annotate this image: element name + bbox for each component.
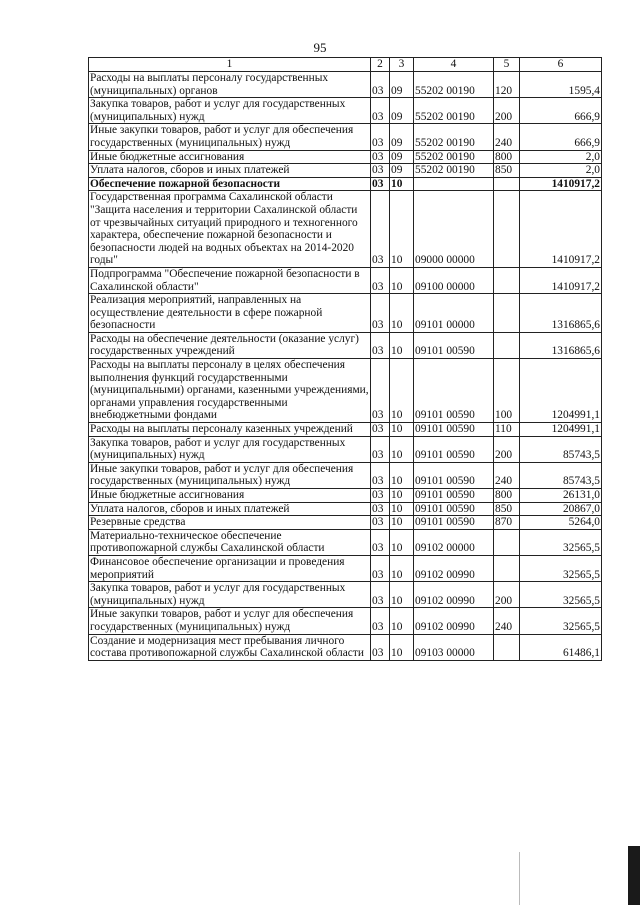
- row-amount-cell: 2,0: [520, 164, 602, 178]
- table-row: [89, 164, 602, 178]
- table-row: [89, 489, 602, 503]
- row-subsection-cell: 10: [390, 489, 414, 503]
- row-target-article-cell: 09101 00590: [414, 502, 494, 516]
- row-expense-type-cell: [494, 555, 520, 581]
- row-subsection-cell: 10: [390, 502, 414, 516]
- row-subsection-cell: 10: [390, 516, 414, 530]
- row-subsection-cell: 09: [390, 124, 414, 150]
- row-section-cell: 03: [371, 462, 390, 488]
- row-amount-cell: 32565,5: [520, 555, 602, 581]
- row-target-article-cell: 09101 00590: [414, 436, 494, 462]
- header-col-4: 4: [414, 58, 494, 72]
- row-subsection-cell: 10: [390, 359, 414, 423]
- row-target-article-cell: 55202 00190: [414, 72, 494, 98]
- row-name-cell: Расходы на обеспечение деятельности (оказание услуг) государственных учреждений: [89, 332, 371, 358]
- row-section-cell: 03: [371, 72, 390, 98]
- row-target-article-cell: 09101 00590: [414, 516, 494, 530]
- row-name-cell: Закупка товаров, работ и услуг для государственных (муниципальных) нужд: [89, 582, 371, 608]
- row-section-cell: 03: [371, 608, 390, 634]
- row-subsection-cell: 10: [390, 191, 414, 268]
- header-col-5: 5: [494, 58, 520, 72]
- row-section-cell: 03: [371, 177, 390, 191]
- row-amount-cell: 32565,5: [520, 529, 602, 555]
- row-name-cell: Материально-техническое обеспечение противопожарной службы Сахалинской области: [89, 529, 371, 555]
- row-target-article-cell: 09103 00000: [414, 634, 494, 660]
- row-name-cell: Подпрограмма "Обеспечение пожарной безопасности в Сахалинской области": [89, 267, 371, 293]
- row-subsection-cell: 10: [390, 436, 414, 462]
- table-row: [89, 516, 602, 530]
- table-row: [89, 150, 602, 164]
- row-amount-cell: 666,9: [520, 124, 602, 150]
- row-subsection-cell: 10: [390, 294, 414, 333]
- row-subsection-cell: 10: [390, 582, 414, 608]
- table-row: [89, 332, 602, 358]
- row-target-article-cell: 55202 00190: [414, 164, 494, 178]
- row-subsection-cell: 10: [390, 177, 414, 191]
- row-section-cell: 03: [371, 502, 390, 516]
- header-col-1: 1: [89, 58, 371, 72]
- row-expense-type-cell: 120: [494, 72, 520, 98]
- row-amount-cell: 26131,0: [520, 489, 602, 503]
- row-target-article-cell: 09101 00000: [414, 294, 494, 333]
- row-expense-type-cell: 200: [494, 582, 520, 608]
- row-section-cell: 03: [371, 436, 390, 462]
- row-name-cell: Реализация мероприятий, направленных на осуществление деятельности в сфере пожарной безопасности: [89, 294, 371, 333]
- row-amount-cell: 666,9: [520, 98, 602, 124]
- row-expense-type-cell: 850: [494, 502, 520, 516]
- row-amount-cell: 1410917,2: [520, 191, 602, 268]
- row-subsection-cell: 10: [390, 423, 414, 437]
- row-name-cell: Закупка товаров, работ и услуг для государственных (муниципальных) нужд: [89, 98, 371, 124]
- row-target-article-cell: 09102 00990: [414, 582, 494, 608]
- row-amount-cell: 1410917,2: [520, 267, 602, 293]
- row-amount-cell: 5264,0: [520, 516, 602, 530]
- row-name-cell: Иные закупки товаров, работ и услуг для обеспечения государственных (муниципальных) нужд: [89, 462, 371, 488]
- row-expense-type-cell: 200: [494, 436, 520, 462]
- row-subsection-cell: 10: [390, 267, 414, 293]
- row-target-article-cell: 09101 00590: [414, 462, 494, 488]
- row-expense-type-cell: 870: [494, 516, 520, 530]
- table-row: [89, 267, 602, 293]
- header-col-6: 6: [520, 58, 602, 72]
- row-section-cell: 03: [371, 98, 390, 124]
- row-amount-cell: 32565,5: [520, 608, 602, 634]
- row-section-cell: 03: [371, 267, 390, 293]
- row-section-cell: 03: [371, 489, 390, 503]
- row-name-cell: Уплата налогов, сборов и иных платежей: [89, 502, 371, 516]
- table-header-row: [89, 58, 602, 72]
- row-subsection-cell: 09: [390, 164, 414, 178]
- row-target-article-cell: 09101 00590: [414, 489, 494, 503]
- row-expense-type-cell: [494, 634, 520, 660]
- row-target-article-cell: 55202 00190: [414, 98, 494, 124]
- table-row: [89, 634, 602, 660]
- table-row: [89, 72, 602, 98]
- row-amount-cell: 1410917,2: [520, 177, 602, 191]
- table-row: [89, 177, 602, 191]
- row-section-cell: 03: [371, 529, 390, 555]
- row-expense-type-cell: 800: [494, 150, 520, 164]
- row-section-cell: 03: [371, 191, 390, 268]
- table-row: [89, 423, 602, 437]
- row-section-cell: 03: [371, 150, 390, 164]
- table-row: [89, 124, 602, 150]
- row-expense-type-cell: 110: [494, 423, 520, 437]
- row-name-cell: Государственная программа Сахалинской области "Защита населения и территории Сахалинской области от чрезвычайных ситуаций природного и техногенного характера, обеспечение пожарной безопасности и безопасности людей на водных объектах на 2014-2020 годы": [89, 191, 371, 268]
- table-row: [89, 502, 602, 516]
- page-number: 95: [313, 40, 327, 55]
- row-subsection-cell: 10: [390, 462, 414, 488]
- row-section-cell: 03: [371, 516, 390, 530]
- row-section-cell: 03: [371, 294, 390, 333]
- row-name-cell: Расходы на выплаты персоналу в целях обеспечения выполнения функций государственными (муниципальными) органами, казенными учреждениями, органами управления государственными внебюджетными фондами: [90, 359, 369, 422]
- row-name-cell: Создание и модернизация мест пребывания личного состава противопожарной службы Сахалинской области: [89, 634, 371, 660]
- row-amount-cell: 20867,0: [520, 502, 602, 516]
- row-name-cell: Закупка товаров, работ и услуг для государственных (муниципальных) нужд: [89, 436, 371, 462]
- row-target-article-cell: 09000 00000: [414, 191, 494, 268]
- table-row: [89, 462, 602, 488]
- row-amount-cell: 2,0: [520, 150, 602, 164]
- row-target-article-cell: 09101 00590: [414, 423, 494, 437]
- row-target-article-cell: 55202 00190: [414, 124, 494, 150]
- table-row: [89, 608, 602, 634]
- row-name-cell: Иные бюджетные ассигнования: [89, 489, 371, 503]
- header-col-3: 3: [390, 58, 414, 72]
- row-expense-type-cell: 240: [494, 608, 520, 634]
- row-subsection-cell: 10: [390, 555, 414, 581]
- table-row: [89, 555, 602, 581]
- scan-artifact-line: [519, 852, 520, 905]
- row-subsection-cell: 10: [390, 332, 414, 358]
- header-col-2: 2: [371, 58, 390, 72]
- table-row: [89, 98, 602, 124]
- row-target-article-cell: 09101 00590: [414, 359, 494, 423]
- row-amount-cell: 32565,5: [520, 582, 602, 608]
- row-amount-cell: 1204991,1: [520, 359, 602, 423]
- row-name-cell: Расходы на выплаты персоналу казенных учреждений: [89, 423, 371, 437]
- scan-edge-mark: [628, 846, 640, 905]
- row-amount-cell: 1204991,1: [520, 423, 602, 437]
- row-expense-type-cell: [494, 177, 520, 191]
- row-expense-type-cell: [494, 294, 520, 333]
- table-row: [89, 359, 602, 423]
- row-section-cell: 03: [371, 582, 390, 608]
- row-subsection-cell: 09: [390, 150, 414, 164]
- row-name-cell: Иные закупки товаров, работ и услуг для обеспечения государственных (муниципальных) нужд: [89, 608, 371, 634]
- table-row: [89, 191, 602, 268]
- row-name-cell: Резервные средства: [89, 516, 371, 530]
- table-row: [89, 294, 602, 333]
- row-section-cell: 03: [371, 634, 390, 660]
- row-target-article-cell: 55202 00190: [414, 150, 494, 164]
- row-expense-type-cell: 200: [494, 98, 520, 124]
- table-row: [89, 436, 602, 462]
- row-name-cell: Уплата налогов, сборов и иных платежей: [89, 164, 371, 178]
- row-name-cell: Иные закупки товаров, работ и услуг для обеспечения государственных (муниципальных) нужд: [89, 124, 371, 150]
- row-expense-type-cell: [494, 529, 520, 555]
- row-target-article-cell: 09101 00590: [414, 332, 494, 358]
- row-expense-type-cell: 100: [494, 359, 520, 423]
- row-section-cell: 03: [371, 555, 390, 581]
- row-expense-type-cell: [494, 332, 520, 358]
- table-row: [89, 582, 602, 608]
- row-amount-cell: 85743,5: [520, 436, 602, 462]
- row-subsection-cell: 09: [390, 98, 414, 124]
- row-amount-cell: 85743,5: [520, 462, 602, 488]
- row-subsection-cell: 10: [390, 634, 414, 660]
- row-target-article-cell: 09102 00990: [414, 555, 494, 581]
- row-amount-cell: 1316865,6: [520, 294, 602, 333]
- row-target-article-cell: 09100 00000: [414, 267, 494, 293]
- row-expense-type-cell: [494, 267, 520, 293]
- budget-table: [88, 57, 602, 661]
- row-section-cell: 03: [371, 359, 390, 423]
- row-expense-type-cell: 240: [494, 124, 520, 150]
- row-amount-cell: 1595,4: [520, 72, 602, 98]
- row-amount-cell: 1316865,6: [520, 332, 602, 358]
- row-name-cell: Финансовое обеспечение организации и проведения мероприятий: [89, 555, 371, 581]
- row-name-cell: Иные бюджетные ассигнования: [89, 150, 371, 164]
- row-expense-type-cell: 240: [494, 462, 520, 488]
- row-expense-type-cell: 850: [494, 164, 520, 178]
- row-section-cell: 03: [371, 423, 390, 437]
- row-name-cell: Обеспечение пожарной безопасности: [89, 177, 371, 191]
- row-subsection-cell: 10: [390, 608, 414, 634]
- row-name-cell: Расходы на выплаты персоналу государственных (муниципальных) органов: [89, 72, 371, 98]
- row-section-cell: 03: [371, 124, 390, 150]
- row-amount-cell: 61486,1: [520, 634, 602, 660]
- row-expense-type-cell: [494, 191, 520, 268]
- row-section-cell: 03: [371, 164, 390, 178]
- row-target-article-cell: 09102 00000: [414, 529, 494, 555]
- row-expense-type-cell: 800: [494, 489, 520, 503]
- table-row: [89, 529, 602, 555]
- row-subsection-cell: 09: [390, 72, 414, 98]
- row-target-article-cell: [414, 177, 494, 191]
- row-subsection-cell: 10: [390, 529, 414, 555]
- row-target-article-cell: 09102 00990: [414, 608, 494, 634]
- row-section-cell: 03: [371, 332, 390, 358]
